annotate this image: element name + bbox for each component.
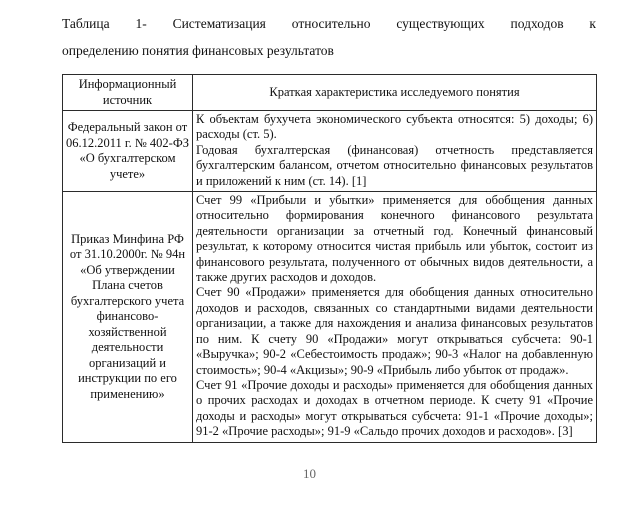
table-row-federal-law: [63, 111, 597, 192]
description-paragraph: Счет 91 «Прочие доходы и расходы» применяется для обобщения данных о прочих расходах и доходах в отчетном периоде. К счету 91 «Прочие доходы и расходы» могут открываться субсчета: 91-1 «Прочие доходы»; 91-2 «Прочие расходы»; 91-9 «Сальдо прочих доходов и расходов». [3]: [196, 377, 593, 439]
table-caption-line-2: определению понятия финансовых результатов: [62, 43, 334, 58]
description-cell-minfin-order: [193, 192, 597, 443]
page-number: 10: [303, 466, 316, 481]
table-row-minfin-order: [63, 192, 597, 443]
description-paragraph: Годовая бухгалтерская (финансовая) отчетность представляется бухгалтерским балансом, отчетом относительно финансовых результатов и приложений к ним (ст. 14). [1]: [196, 142, 593, 188]
description-paragraph: Счет 90 «Продажи» применяется для обобщения данных относительно доходов и расходов, связанных со стандартными видами деятельности организации, а также для нахождения и анализа финансовых результатов по ним. К счету 90 «Продажи» могут открываться субсчета: 90-1 «Выручка»; 90-2 «Себестоимость продаж»; 90-3 «Налог на добавленную стоимость»; 90-4 «Акцизы»; 90-9 «Прибыль либо убыток от продаж».: [196, 285, 593, 377]
table-header-row: [63, 75, 597, 111]
description-cell-federal-law: [193, 111, 597, 192]
source-cell-minfin-order: Приказ Минфина РФ от 31.10.2000г. № 94н «Об утверждении Плана счетов бухгалтерского учета финансово-хозяйственной деятельности организаций и инструкции по его применению»: [63, 192, 193, 443]
source-cell-federal-law: Федеральный закон от 06.12.2011 г. № 402-ФЗ «О бухгалтерском учете»: [63, 111, 193, 192]
table-caption: [62, 10, 596, 64]
description-paragraph: К объектам бухучета экономического субъекта относятся: 5) доходы; 6) расходы (ст. 5).: [196, 112, 593, 142]
description-paragraph: Счет 99 «Прибыли и убытки» применяется для обобщения данных относительно формирования конечного финансового результата деятельности организации за отчетный год. Конечный финансовый результат, к которому относится чистая прибыль или убыток, состоит из финансового результата, полученного от обычных видов деятельности, а также других расходов и доходов.: [196, 193, 593, 285]
definitions-table: [62, 74, 597, 443]
column-header-source: Информационный источник: [63, 75, 193, 111]
table-caption-line-1: Таблица 1- Систематизация относительно существующих подходов к: [62, 16, 596, 31]
column-header-description: Краткая характеристика исследуемого понятия: [193, 75, 597, 111]
